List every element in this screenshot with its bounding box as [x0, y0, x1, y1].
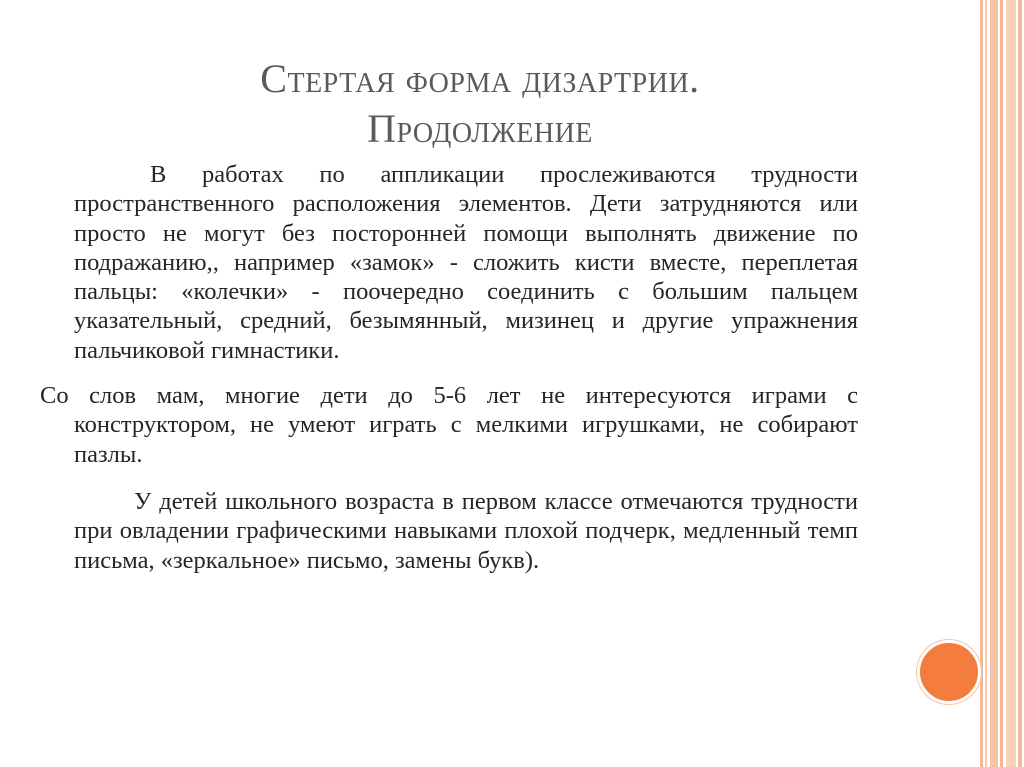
- paragraph-school-age: У детей школьного возраста в первом классе отмечаются трудности при овладении графическими навыками плохой подчерк, медленный темп письма, «зеркальное» письмо, замены букв).: [74, 487, 858, 574]
- decorative-stripe: [1000, 0, 1003, 767]
- decorative-stripe: [980, 0, 983, 767]
- paragraph-applique: В работах по аппликации прослеживаются трудности пространственного расположения элементов. Дети затрудняются или просто не могут без посторонней помощи выполнять движение по подражанию,, например «замок» - сложить кисти вместе, переплетая пальцы: «колечки» - поочередно соединить с большим пальцем указательный, средний, безымянный, мизинец и другие упражнения пальчиковой гимнастики.: [74, 161, 858, 364]
- decorative-stripe: [985, 0, 987, 767]
- decorative-stripe: [990, 0, 998, 767]
- title-line-2: Продолжение: [367, 106, 593, 151]
- orange-circle-icon: [917, 640, 981, 704]
- paragraph-mothers-words: Со слов мам, многие дети до 5-6 лет не интересуются играми с конструктором, не умеют играть с мелкими игрушками, не собирают пазлы.: [40, 382, 858, 468]
- slide-body: [40, 160, 858, 575]
- title-line-1: Стертая форма дизартрии.: [260, 56, 700, 101]
- decorative-stripe: [1006, 0, 1016, 767]
- slide-title: [100, 54, 860, 154]
- decorative-stripe: [1018, 0, 1022, 767]
